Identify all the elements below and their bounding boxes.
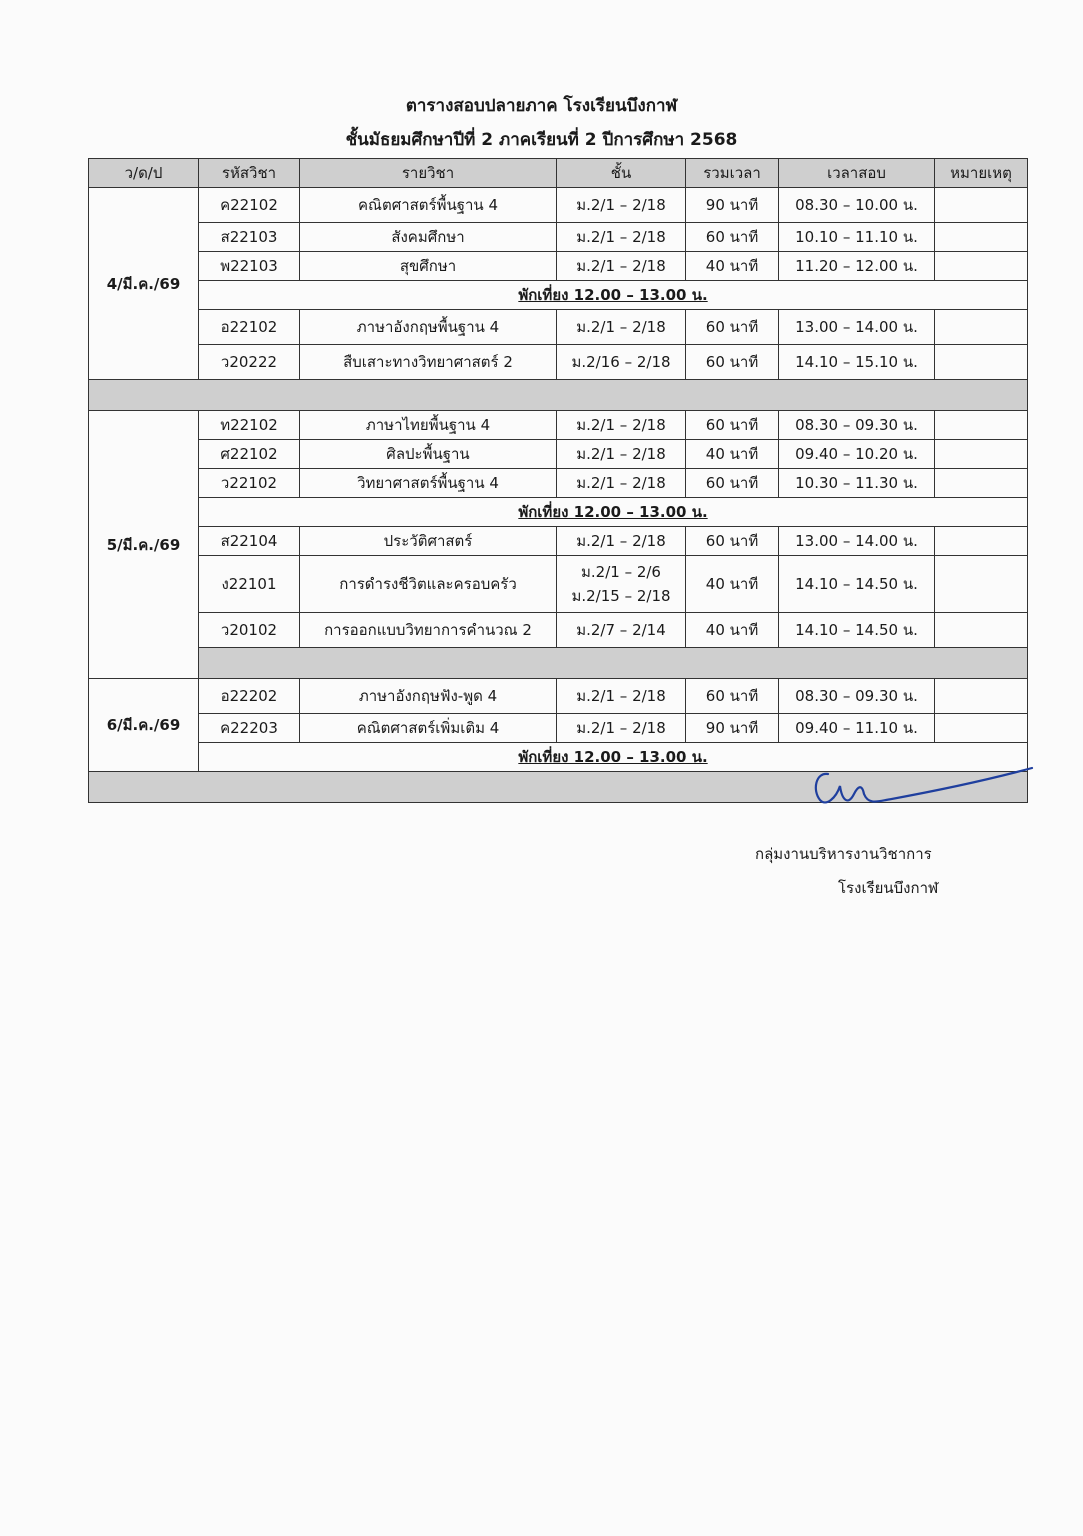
class-cell: ม.2/16 – 2/18: [557, 345, 686, 380]
class-line: ม.2/15 – 2/18: [571, 587, 671, 605]
duration-cell: 40 นาที: [686, 613, 779, 648]
title-line1: ตารางสอบปลายภาค โรงเรียนบึงกาฬ: [405, 96, 678, 116]
table-row: [89, 411, 1028, 440]
time-cell: 08.30 – 10.00 น.: [779, 188, 935, 223]
class-cell: ม.2/1 – 2/18: [557, 440, 686, 469]
code-cell: ง22101: [199, 556, 300, 613]
class-cell: ม.2/1 – 2/18: [557, 411, 686, 440]
date-cell: 6/มี.ค./69: [89, 679, 199, 772]
table-row: [89, 714, 1028, 743]
table-row: [89, 223, 1028, 252]
exam-schedule-table: [88, 158, 1028, 803]
class-line: ม.2/1 – 2/6: [581, 563, 661, 581]
note-cell: [935, 411, 1028, 440]
subject-cell: คณิตศาสตร์พื้นฐาน 4: [300, 188, 557, 223]
lunch-label: พักเที่ยง 12.00 – 13.00 น.: [199, 498, 1028, 527]
class-cell: ม.2/1 – 2/18: [557, 223, 686, 252]
separator-cell: [199, 648, 1028, 679]
subject-cell: การออกแบบวิทยาการคำนวณ 2: [300, 613, 557, 648]
subject-cell: สุขศึกษา: [300, 252, 557, 281]
table-row: [89, 188, 1028, 223]
duration-cell: 60 นาที: [686, 469, 779, 498]
day-separator: [89, 648, 1028, 679]
note-cell: [935, 527, 1028, 556]
lunch-label: พักเที่ยง 12.00 – 13.00 น.: [199, 281, 1028, 310]
code-cell: อ22102: [199, 310, 300, 345]
note-cell: [935, 223, 1028, 252]
duration-cell: 60 นาที: [686, 223, 779, 252]
subject-cell: ประวัติศาสตร์: [300, 527, 557, 556]
time-cell: 08.30 – 09.30 น.: [779, 411, 935, 440]
time-cell: 10.10 – 11.10 น.: [779, 223, 935, 252]
footer-department: กลุ่มงานบริหารงานวิชาการ: [755, 845, 932, 863]
class-cell: ม.2/1 – 2/18: [557, 252, 686, 281]
time-cell: 14.10 – 14.50 น.: [779, 556, 935, 613]
note-cell: [935, 556, 1028, 613]
class-cell: ม.2/1 – 2/18: [557, 310, 686, 345]
table-row: [89, 556, 1028, 613]
subject-cell: สังคมศึกษา: [300, 223, 557, 252]
note-cell: [935, 613, 1028, 648]
separator-cell: [89, 380, 1028, 411]
header-note: หมายเหตุ: [935, 159, 1028, 188]
header-time: เวลาสอบ: [779, 159, 935, 188]
time-cell: 13.00 – 14.00 น.: [779, 310, 935, 345]
header-subject: รายวิชา: [300, 159, 557, 188]
note-cell: [935, 679, 1028, 714]
note-cell: [935, 252, 1028, 281]
date-cell: 4/มี.ค./69: [89, 188, 199, 380]
duration-cell: 60 นาที: [686, 345, 779, 380]
note-cell: [935, 469, 1028, 498]
lunch-label: พักเที่ยง 12.00 – 13.00 น.: [199, 743, 1028, 772]
code-cell: ส22103: [199, 223, 300, 252]
header-duration: รวมเวลา: [686, 159, 779, 188]
header-code: รหัสวิชา: [199, 159, 300, 188]
duration-cell: 40 นาที: [686, 556, 779, 613]
code-cell: พ22103: [199, 252, 300, 281]
subject-cell: ศิลปะพื้นฐาน: [300, 440, 557, 469]
time-cell: 08.30 – 09.30 น.: [779, 679, 935, 714]
note-cell: [935, 440, 1028, 469]
subject-cell: ภาษาอังกฤษพื้นฐาน 4: [300, 310, 557, 345]
code-cell: ค22102: [199, 188, 300, 223]
lunch-row: [89, 498, 1028, 527]
note-cell: [935, 714, 1028, 743]
note-cell: [935, 345, 1028, 380]
duration-cell: 40 นาที: [686, 252, 779, 281]
code-cell: ท22102: [199, 411, 300, 440]
duration-cell: 60 นาที: [686, 527, 779, 556]
header-row: [89, 159, 1028, 188]
subject-cell: ภาษาอังกฤษฟัง-พูด 4: [300, 679, 557, 714]
footer-school: โรงเรียนบึงกาฬ: [838, 879, 939, 897]
signature-icon: [810, 760, 1040, 820]
table-row: [89, 527, 1028, 556]
table-row: [89, 310, 1028, 345]
duration-cell: 90 นาที: [686, 714, 779, 743]
code-cell: ศ22102: [199, 440, 300, 469]
class-cell: ม.2/1 – 2/18: [557, 527, 686, 556]
class-cell: ม.2/1 – 2/18: [557, 714, 686, 743]
note-cell: [935, 310, 1028, 345]
title-line2: ชั้นมัธยมศึกษาปีที่ 2 ภาคเรียนที่ 2 ปีการศึกษา 2568: [345, 130, 738, 150]
table-row: [89, 345, 1028, 380]
time-cell: 13.00 – 14.00 น.: [779, 527, 935, 556]
table-row: [89, 440, 1028, 469]
subject-cell: ภาษาไทยพื้นฐาน 4: [300, 411, 557, 440]
table-row: [89, 252, 1028, 281]
class-cell: ม.2/7 – 2/14: [557, 613, 686, 648]
time-cell: 09.40 – 10.20 น.: [779, 440, 935, 469]
duration-cell: 60 นาที: [686, 310, 779, 345]
time-cell: 09.40 – 11.10 น.: [779, 714, 935, 743]
table-row: [89, 679, 1028, 714]
code-cell: ว22102: [199, 469, 300, 498]
duration-cell: 40 นาที: [686, 440, 779, 469]
duration-cell: 90 นาที: [686, 188, 779, 223]
day-separator: [89, 380, 1028, 411]
code-cell: อ22202: [199, 679, 300, 714]
time-cell: 10.30 – 11.30 น.: [779, 469, 935, 498]
code-cell: ว20222: [199, 345, 300, 380]
code-cell: ส22104: [199, 527, 300, 556]
time-cell: 11.20 – 12.00 น.: [779, 252, 935, 281]
date-cell: 5/มี.ค./69: [89, 411, 199, 679]
subject-cell: คณิตศาสตร์เพิ่มเติม 4: [300, 714, 557, 743]
duration-cell: 60 นาที: [686, 411, 779, 440]
code-cell: ว20102: [199, 613, 300, 648]
class-cell: ม.2/1 – 2/18: [557, 188, 686, 223]
class-cell: ม.2/1 – 2/18: [557, 469, 686, 498]
subject-cell: วิทยาศาสตร์พื้นฐาน 4: [300, 469, 557, 498]
class-cell: ม.2/1 – 2/18: [557, 679, 686, 714]
table-row: [89, 469, 1028, 498]
header-class: ชั้น: [557, 159, 686, 188]
note-cell: [935, 188, 1028, 223]
code-cell: ค22203: [199, 714, 300, 743]
lunch-row: [89, 281, 1028, 310]
subject-cell: สืบเสาะทางวิทยาศาสตร์ 2: [300, 345, 557, 380]
subject-cell: การดำรงชีวิตและครอบครัว: [300, 556, 557, 613]
time-cell: 14.10 – 14.50 น.: [779, 613, 935, 648]
table-row: [89, 613, 1028, 648]
header-date: ว/ด/ป: [89, 159, 199, 188]
time-cell: 14.10 – 15.10 น.: [779, 345, 935, 380]
duration-cell: 60 นาที: [686, 679, 779, 714]
class-cell: [557, 556, 686, 613]
